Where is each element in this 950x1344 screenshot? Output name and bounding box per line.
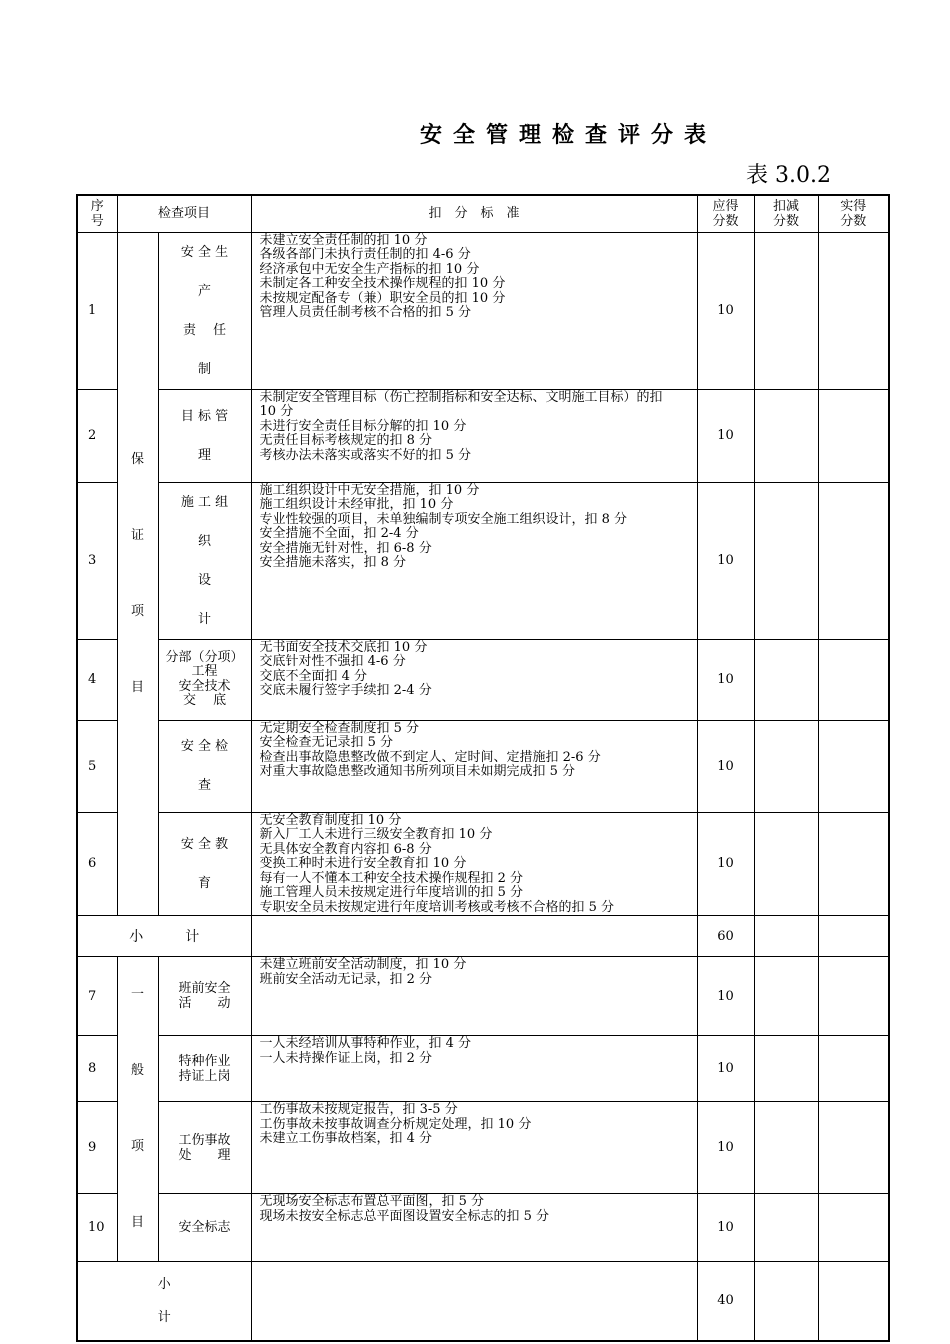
subtotal-label: 小 计 <box>77 916 251 957</box>
criteria-line: 未建立工伤事故档案，扣 4 分 <box>259 1131 433 1147</box>
subtotal2-label <box>77 1262 251 1341</box>
criteria-line: 施工组织设计未经审批，扣 10 分 <box>259 497 454 512</box>
actual-score <box>818 232 889 389</box>
deduction-criteria <box>251 1194 697 1262</box>
row-number: 7 <box>77 957 117 1036</box>
criteria-line: 变换工种时未进行安全教育扣 10 分 <box>259 856 467 871</box>
check-item-line: 施 工 组 <box>180 494 229 510</box>
criteria-line: 交底未履行签字手续扣 2-4 分 <box>259 683 432 698</box>
due-score: 10 <box>697 389 754 482</box>
check-item-line: 安 全 生 <box>180 244 229 260</box>
criteria-line: 未按规定配备专（兼）职安全员的扣 10 分 <box>259 290 506 306</box>
criteria-line: 未进行安全责任目标分解的扣 10 分 <box>259 418 467 434</box>
group-guarantee-items-char: 项 <box>130 603 144 619</box>
header-seq-line1: 序 <box>90 198 104 214</box>
header-actual <box>818 195 889 232</box>
due-score: 10 <box>697 639 754 720</box>
subtotal-row-2 <box>77 1262 889 1341</box>
check-item-line: 理 <box>198 447 212 463</box>
due-score: 10 <box>697 1036 754 1102</box>
table-row <box>77 389 889 482</box>
criteria-line: 未制定安全管理目标（伤亡控制指标和安全达标、文明施工目标）的扣 <box>259 389 663 405</box>
criteria-line: 10 分 <box>259 404 294 419</box>
check-item <box>158 812 251 916</box>
criteria-line: 未制定各工种安全技术操作规程的扣 10 分 <box>259 276 506 291</box>
criteria-line: 现场未按安全标志总平面图设置安全标志的扣 5 分 <box>259 1208 550 1224</box>
deduct-score <box>754 1102 818 1194</box>
check-item-line: 安全标志 <box>178 1220 231 1236</box>
check-item-line: 工伤事故 <box>178 1132 231 1148</box>
criteria-line: 交底不全面扣 4 分 <box>259 668 368 684</box>
criteria-line: 无具体安全教育内容扣 6-8 分 <box>259 841 432 857</box>
due-score: 10 <box>697 1102 754 1194</box>
subtotal2-criteria <box>251 1262 697 1341</box>
check-item <box>158 957 251 1036</box>
criteria-line: 交底针对性不强扣 4-6 分 <box>259 654 406 669</box>
check-item-line: 责 任 <box>182 322 227 338</box>
criteria-line: 每有一人不懂本工种安全技术操作规程扣 2 分 <box>259 870 524 886</box>
group-guarantee-items-char: 证 <box>130 527 144 543</box>
header-actual-line2: 分数 <box>840 213 867 229</box>
due-score: 10 <box>697 1194 754 1262</box>
row-number: 10 <box>77 1194 117 1262</box>
criteria-line: 无书面安全技术交底扣 10 分 <box>259 639 428 655</box>
table-row <box>77 957 889 1036</box>
header-criteria: 扣 分 标 准 <box>251 195 697 232</box>
row-number: 9 <box>77 1102 117 1194</box>
header-deduct-line2: 分数 <box>773 213 800 229</box>
deduct-score <box>754 720 818 812</box>
check-item-line: 产 <box>198 283 212 299</box>
criteria-line: 无现场安全标志布置总平面图，扣 5 分 <box>259 1194 485 1210</box>
title-text: 安全管理检查评分表 <box>420 123 718 148</box>
criteria-line: 无责任目标考核规定的扣 8 分 <box>259 433 433 448</box>
subtotal2-label-line1: 小 <box>157 1276 171 1292</box>
page-title <box>420 118 920 149</box>
table-row <box>77 232 889 389</box>
criteria-line: 未建立安全责任制的扣 10 分 <box>259 232 428 248</box>
row-number: 8 <box>77 1036 117 1102</box>
row-number: 5 <box>77 720 117 812</box>
check-item-line: 持证上岗 <box>178 1068 231 1084</box>
table-code: 表 3.0.2 <box>746 163 831 188</box>
table-row <box>77 1102 889 1194</box>
check-item-line: 分部（分项） <box>165 649 244 665</box>
actual-score <box>818 639 889 720</box>
deduct-score <box>754 812 818 916</box>
deduction-criteria <box>251 812 697 916</box>
check-item-line: 制 <box>198 361 212 377</box>
due-score: 10 <box>697 482 754 639</box>
criteria-line: 未建立班前安全活动制度，扣 10 分 <box>259 957 467 972</box>
check-item <box>158 389 251 482</box>
deduct-score <box>754 232 818 389</box>
subtotal-row-1 <box>77 916 889 957</box>
deduction-criteria <box>251 232 697 389</box>
due-score: 10 <box>697 957 754 1036</box>
row-number: 3 <box>77 482 117 639</box>
criteria-line: 无定期安全检查制度扣 5 分 <box>259 720 420 736</box>
deduction-criteria <box>251 1102 697 1194</box>
subtotal2-actual <box>818 1262 889 1341</box>
check-item-line: 安全技术 <box>178 678 231 694</box>
check-item-line: 育 <box>198 875 212 891</box>
check-item-line: 计 <box>198 611 212 627</box>
check-item <box>158 639 251 720</box>
header-row <box>77 195 889 232</box>
deduction-criteria <box>251 389 697 482</box>
deduct-score <box>754 482 818 639</box>
header-due-line2: 分数 <box>712 213 739 229</box>
check-item-line: 处 理 <box>178 1147 231 1163</box>
criteria-line: 各级各部门未执行责任制的扣 4-6 分 <box>259 247 471 262</box>
header-deduct <box>754 195 818 232</box>
criteria-line: 检查出事故隐患整改做不到定人、定时间、定措施扣 2-6 分 <box>259 749 601 765</box>
criteria-line: 安全措施无针对性，扣 6-8 分 <box>259 540 432 556</box>
table-row <box>77 812 889 916</box>
header-due <box>697 195 754 232</box>
check-item-line: 交 底 <box>182 693 227 708</box>
subtotal2-score: 40 <box>697 1262 754 1341</box>
criteria-line: 工伤事故未按规定报告，扣 3-5 分 <box>259 1102 458 1118</box>
due-score: 10 <box>697 720 754 812</box>
group-guarantee-items <box>117 232 158 916</box>
check-item <box>158 1036 251 1102</box>
group-general-items-char: 目 <box>130 1215 144 1230</box>
check-item-line: 查 <box>198 778 212 793</box>
criteria-line: 经济承包中无安全生产指标的扣 10 分 <box>259 261 480 277</box>
subtotal-actual <box>818 916 889 957</box>
table-row <box>77 720 889 812</box>
deduct-score <box>754 1036 818 1102</box>
criteria-line: 施工管理人员未按规定进行年度培训的扣 5 分 <box>259 885 524 900</box>
subtotal-score: 60 <box>697 916 754 957</box>
row-number: 2 <box>77 389 117 482</box>
deduct-score <box>754 957 818 1036</box>
criteria-line: 工伤事故未按事故调查分析规定处理，扣 10 分 <box>259 1116 532 1132</box>
criteria-line: 一人未经培训从事特种作业，扣 4 分 <box>259 1036 472 1052</box>
group-general-items-char: 项 <box>130 1139 144 1154</box>
table-row <box>77 482 889 639</box>
criteria-line: 安全检查无记录扣 5 分 <box>259 735 394 750</box>
check-item-line: 设 <box>198 572 212 588</box>
group-guarantee-items-char: 保 <box>130 451 144 467</box>
actual-score <box>818 1102 889 1194</box>
header-item: 检查项目 <box>117 195 251 232</box>
criteria-line: 专职安全员未按规定进行年度培训考核或考核不合格的扣 5 分 <box>259 899 615 915</box>
deduction-criteria <box>251 482 697 639</box>
deduction-criteria <box>251 639 697 720</box>
header-seq-line2: 号 <box>90 213 104 229</box>
actual-score <box>818 1036 889 1102</box>
check-item <box>158 1102 251 1194</box>
actual-score <box>818 812 889 916</box>
check-item-line: 特种作业 <box>178 1053 231 1069</box>
check-item <box>158 482 251 639</box>
deduction-criteria <box>251 1036 697 1102</box>
criteria-line: 新入厂工人未进行三级安全教育扣 10 分 <box>259 827 493 842</box>
criteria-line: 一人未持操作证上岗，扣 2 分 <box>259 1050 433 1066</box>
check-item-line: 班前安全 <box>178 981 231 997</box>
table-row <box>77 1194 889 1262</box>
check-item-line: 安 全 检 <box>180 739 229 754</box>
group-general-items <box>117 957 158 1262</box>
header-deduct-line1: 扣减 <box>773 198 800 214</box>
due-score: 10 <box>697 812 754 916</box>
row-number: 4 <box>77 639 117 720</box>
header-due-line1: 应得 <box>712 198 739 214</box>
group-guarantee-items-char: 目 <box>130 679 144 695</box>
criteria-line: 安全措施不全面，扣 2-4 分 <box>259 526 419 541</box>
actual-score <box>818 482 889 639</box>
subtotal-deduct <box>754 916 818 957</box>
criteria-line: 施工组织设计中无安全措施，扣 10 分 <box>259 482 480 498</box>
criteria-line: 管理人员责任制考核不合格的扣 5 分 <box>259 305 472 320</box>
header-seq <box>77 195 117 232</box>
check-item <box>158 232 251 389</box>
check-item <box>158 720 251 812</box>
actual-score <box>818 957 889 1036</box>
check-item <box>158 1194 251 1262</box>
check-item-line: 织 <box>198 533 212 549</box>
deduct-score <box>754 639 818 720</box>
group-general-items-char: 般 <box>130 1063 144 1078</box>
criteria-line: 班前安全活动无记录，扣 2 分 <box>259 971 433 987</box>
check-item-line: 安 全 教 <box>180 836 229 852</box>
subtotal2-deduct <box>754 1262 818 1341</box>
actual-score <box>818 1194 889 1262</box>
criteria-line: 无安全教育制度扣 10 分 <box>259 812 402 828</box>
table-row <box>77 1036 889 1102</box>
check-item-line: 活 动 <box>178 996 231 1012</box>
criteria-line: 考核办法未落实或落实不好的扣 5 分 <box>259 447 472 463</box>
criteria-line: 专业性较强的项目，未单独编制专项安全施工组织设计，扣 8 分 <box>259 511 628 527</box>
actual-score <box>818 389 889 482</box>
table-row <box>77 639 889 720</box>
criteria-line: 安全措施未落实，扣 8 分 <box>259 555 407 570</box>
check-item-line: 工程 <box>191 664 218 679</box>
deduction-criteria <box>251 720 697 812</box>
inspection-score-table <box>76 194 890 1342</box>
criteria-line: 对重大事故隐患整改通知书所列项目未如期完成扣 5 分 <box>259 764 576 779</box>
row-number: 6 <box>77 812 117 916</box>
row-number: 1 <box>77 232 117 389</box>
deduction-criteria <box>251 957 697 1036</box>
header-actual-line1: 实得 <box>840 198 867 214</box>
subtotal2-label-line2: 计 <box>157 1309 171 1325</box>
subtotal-criteria <box>251 916 697 957</box>
due-score: 10 <box>697 232 754 389</box>
deduct-score <box>754 1194 818 1262</box>
check-item-line: 目 标 管 <box>180 408 229 424</box>
group-general-items-char: 一 <box>130 987 144 1002</box>
deduct-score <box>754 389 818 482</box>
actual-score <box>818 720 889 812</box>
